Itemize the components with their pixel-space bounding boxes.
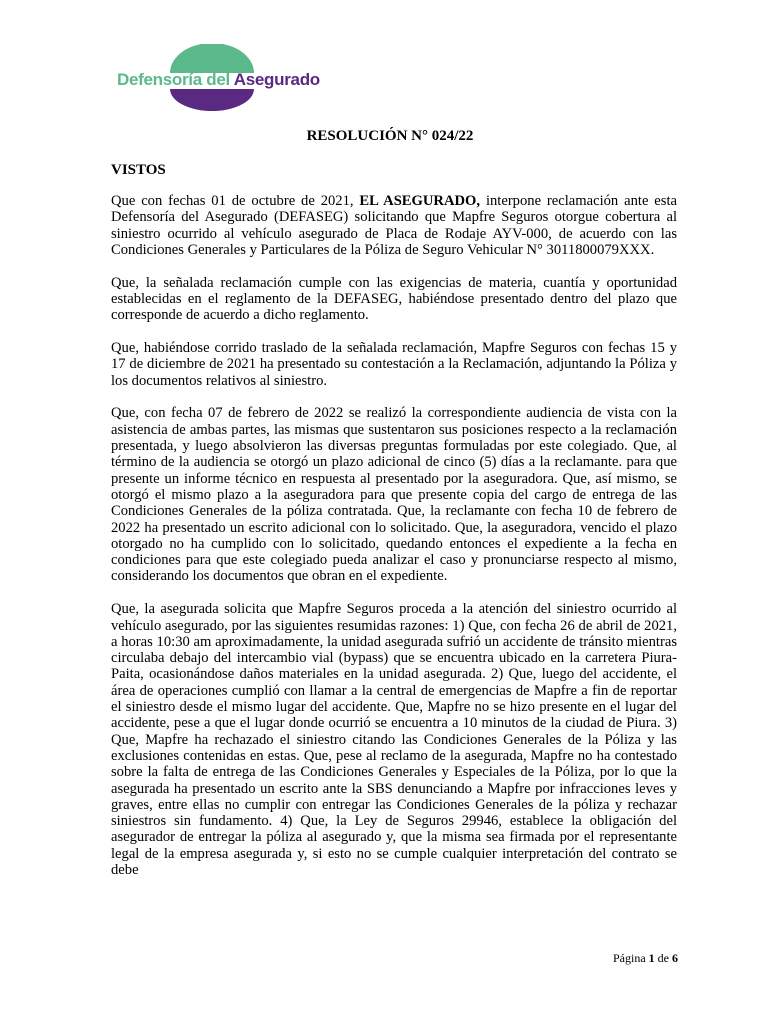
bold-asegurado: EL ASEGURADO, bbox=[359, 193, 481, 209]
paragraph-1: Que con fechas 01 de octubre de 2021, EL ASEGURADO, interpone reclamación ante esta Defensoría del Asegurado (DEFASEG) solicitando que Mapfre Seguros otorgue cobertura al siniestro ocurrido al vehículo asegurado de Placa de Rodaje AYV-000, de acuerdo con las Condiciones Generales y Particulares de la Póliza de Seguro Vehicular N° 3011800079XXX. bbox=[111, 193, 677, 258]
paragraph-2: Que, la señalada reclamación cumple con las exigencias de materia, cuantía y oportunidad establecidas en el reglamento de la DEFASEG, habiéndose presentado dentro del plazo que corresponde de acuerdo a dicho reglamento. bbox=[111, 274, 677, 324]
paragraph-5: Que, la asegurada solicita que Mapfre Seguros proceda a la atención del siniestro ocurrido al vehículo asegurado, por las siguientes resumidas razones: 1) Que, con fecha 26 de abril de 2021, a horas 10:30 am aproximadamente, la unidad asegurada sufrió un accidente de tránsito mientras circulaba debajo del intercambio vial (bypass) que se encuentra ubicado en la carretera Piura-Paita, ocasionándose daños materiales en la unidad asegurada. 2) Que, luego del accidente, el área de operaciones cumplió con llamar a la central de emergencias de Mapfre a fin de reportar el siniestro desde el mismo lugar del accidente. Que, Mapfre no se hizo presente en el lugar del accidente, pese a que el lugar donde ocurrió se encuentra a 10 minutos de la ciudad de Piura. 3) Que, Mapfre ha rechazado el siniestro citando las Condiciones Generales de la Póliza y las exclusiones contenidas en estas. Que, pese al reclamo de la asegurada, Mapfre no ha contestado sobre la falta de entrega de las Condiciones Generales y Especiales de la Póliza, por lo que la asegurada ha presentado un escrito ante la SBS denunciando a Mapfre por infracciones leves y graves, entre ellas no cumplir con entregar las Condiciones Generales de la póliza y rechazar siniestros sin fundamento. 4) Que, la Ley de Seguros 29946, establece la obligación del asegurador de entregar la póliza al asegurado y, que la misma sea firmada por el representante legal de la empresa asegurada y, si esto no se cumple cualquier interpretación del contrato se debe bbox=[111, 601, 677, 878]
logo-wordmark: Defensoría del Asegurado bbox=[117, 70, 320, 89]
resolution-title: RESOLUCIÓN N° 024/22 bbox=[306, 128, 474, 144]
section-heading-vistos: VISTOS bbox=[111, 162, 166, 178]
paragraph-4: Que, con fecha 07 de febrero de 2022 se realizó la correspondiente audiencia de vista con la asistencia de ambas partes, las mismas que sustentaron sus posiciones respecto a la reclamación presentada, y luego absolvieron las diversas preguntas formuladas por este colegiado. Que, al término de la audiencia se otorgó un plazo adicional de cinco (5) días a la reclamante. para que presente un informe técnico en respuesta al presentado por la aseguradora. Que, así mismo, se otorgó el mismo plazo a la aseguradora para que presente copia del cargo de entrega de las Condiciones Generales de la póliza contratada. Que, la reclamante con fecha 10 de febrero de 2022 ha presentado un escrito adicional con lo solicitado. Que, la aseguradora, vencido el plazo otorgado no ha cumplido con lo solicitado, quedando entonces el expediente a la fecha en condiciones para que este colegiado pueda analizar el caso y pronunciarse respecto al mismo, considerando los documentos que obran en el expediente. bbox=[111, 405, 677, 585]
page-number-footer: Página 1 de 6 bbox=[613, 951, 678, 965]
document-body bbox=[111, 193, 677, 895]
paragraph-3: Que, habiéndose corrido traslado de la señalada reclamación, Mapfre Seguros con fechas 15 y 17 de diciembre de 2021 ha presentado su contestación a la Reclamación, adjuntando la Póliza y los documentos relativos al siniestro. bbox=[111, 340, 677, 389]
defaseg-logo bbox=[112, 44, 322, 112]
